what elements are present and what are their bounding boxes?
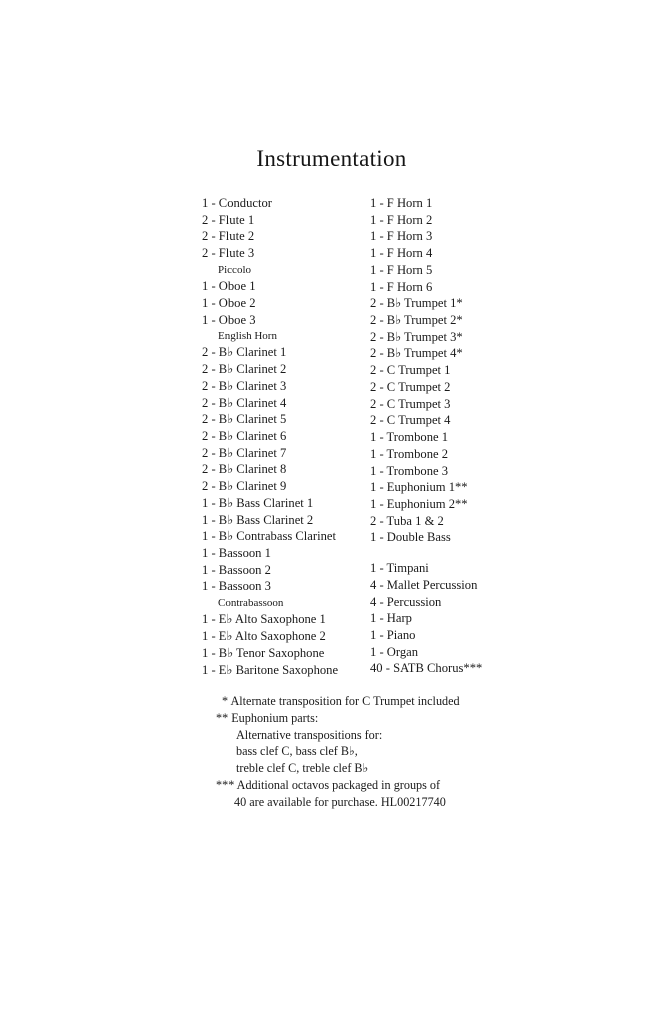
- instrument-entry: 2 - C Trumpet 4: [370, 413, 451, 428]
- instrument-list-right: [370, 195, 540, 677]
- instrument-entry: 1 - Bassoon 1: [202, 546, 271, 561]
- instrument-entry: 2 - B♭ Trumpet 4*: [370, 346, 463, 361]
- instrument-entry: 2 - B♭ Clarinet 1: [202, 345, 287, 360]
- instrument-entry: 1 - B♭ Contrabass Clarinet: [202, 529, 336, 544]
- instrument-entry: 1 - E♭ Alto Saxophone 2: [202, 629, 326, 644]
- instrument-entry: 1 - Euphonium 2**: [370, 496, 468, 511]
- instrument-entry: 1 - Trombone 2: [370, 446, 449, 461]
- instrument-entry: 1 - Trombone 3: [370, 463, 449, 478]
- instrument-entry: 2 - B♭ Trumpet 3*: [370, 329, 463, 344]
- instrument-entry: 1 - E♭ Baritone Saxophone: [202, 662, 339, 677]
- instrument-entry: 4 - Mallet Percussion: [370, 577, 478, 592]
- list-spacer: [370, 546, 540, 560]
- instrument-entry: 40 - SATB Chorus***: [370, 661, 483, 676]
- page-title: Instrumentation: [256, 146, 407, 171]
- instrument-entry: 1 - Bassoon 2: [202, 562, 271, 577]
- instrument-entry: 4 - Percussion: [370, 594, 442, 609]
- instrument-entry: 1 - B♭ Bass Clarinet 2: [202, 512, 314, 527]
- instrument-entry: 1 - F Horn 3: [370, 229, 433, 244]
- instrument-entry: 1 - Oboe 3: [202, 312, 256, 327]
- instrument-entry: 2 - Flute 2: [202, 229, 255, 244]
- instrument-entry: 1 - Trombone 1: [370, 430, 449, 445]
- instrument-entry: 2 - B♭ Clarinet 2: [202, 362, 287, 377]
- instrument-list-left: [202, 195, 362, 678]
- instrument-entry: 2 - B♭ Clarinet 4: [202, 395, 287, 410]
- trumpet-footnote: * Alternate transposition for C Trumpet included: [222, 694, 460, 708]
- instrument-entry: 1 - B♭ Bass Clarinet 1: [202, 495, 314, 510]
- instrument-entry: 1 - Oboe 2: [202, 295, 256, 310]
- instrument-entry: 1 - Timpani: [370, 561, 429, 576]
- instrument-entry: 2 - B♭ Trumpet 2*: [370, 313, 463, 328]
- instrument-entry: 1 - Double Bass: [370, 530, 451, 545]
- instrument-entry: 1 - Conductor: [202, 196, 272, 210]
- instrument-doubling: English Horn: [218, 330, 277, 343]
- instrument-entry: 2 - Flute 1: [202, 212, 255, 227]
- instrument-entry: 1 - Oboe 1: [202, 279, 256, 294]
- instrument-entry: 1 - Piano: [370, 627, 416, 642]
- instrument-entry: 2 - B♭ Clarinet 6: [202, 429, 287, 443]
- instrument-entry: 2 - C Trumpet 2: [370, 379, 451, 394]
- instrument-entry: 2 - C Trumpet 1: [370, 363, 451, 378]
- instrument-entry: 2 - B♭ Clarinet 7: [202, 445, 287, 460]
- instrument-entry: 1 - F Horn 4: [370, 246, 433, 261]
- instrument-entry: 1 - Harp: [370, 611, 412, 626]
- instrument-entry: 2 - Tuba 1 & 2: [370, 513, 444, 528]
- instrument-entry: 2 - B♭ Clarinet 8: [202, 462, 287, 477]
- chorus-footnote-line: 40 are available for purchase. HL00217740: [234, 794, 446, 809]
- footnotes: [210, 693, 540, 811]
- instrument-doubling: Contrabassoon: [218, 597, 284, 610]
- euphonium-footnote-line: Alternative transpositions for:: [236, 727, 383, 742]
- euphonium-footnote-line: bass clef C, bass clef B♭,: [236, 744, 358, 759]
- instrument-entry: 2 - Flute 3: [202, 246, 255, 261]
- instrument-entry: 1 - F Horn 6: [370, 279, 433, 294]
- instrument-entry: 1 - Euphonium 1**: [370, 480, 468, 495]
- instrument-entry: 2 - B♭ Trumpet 1*: [370, 296, 463, 311]
- instrument-entry: 1 - B♭ Tenor Saxophone: [202, 645, 325, 660]
- euphonium-footnote-heading: ** Euphonium parts:: [216, 710, 319, 725]
- instrument-entry: 2 - B♭ Clarinet 9: [202, 479, 287, 494]
- instrument-entry: 1 - F Horn 5: [370, 262, 433, 277]
- euphonium-footnote-line: treble clef C, treble clef B♭: [236, 761, 369, 776]
- chorus-footnote: *** Additional octavos packaged in groups of: [216, 777, 441, 792]
- instrument-entry: 1 - F Horn 1: [370, 196, 433, 210]
- instrument-entry: 2 - C Trumpet 3: [370, 396, 451, 411]
- instrument-doubling: Piccolo: [218, 263, 251, 276]
- instrument-entry: 1 - E♭ Alto Saxophone 1: [202, 612, 326, 627]
- instrument-entry: 1 - Bassoon 3: [202, 579, 271, 594]
- instrument-entry: 2 - B♭ Clarinet 5: [202, 412, 287, 427]
- instrument-entry: 2 - B♭ Clarinet 3: [202, 378, 287, 393]
- instrument-entry: 1 - F Horn 2: [370, 212, 433, 227]
- instrument-entry: 1 - Organ: [370, 644, 419, 659]
